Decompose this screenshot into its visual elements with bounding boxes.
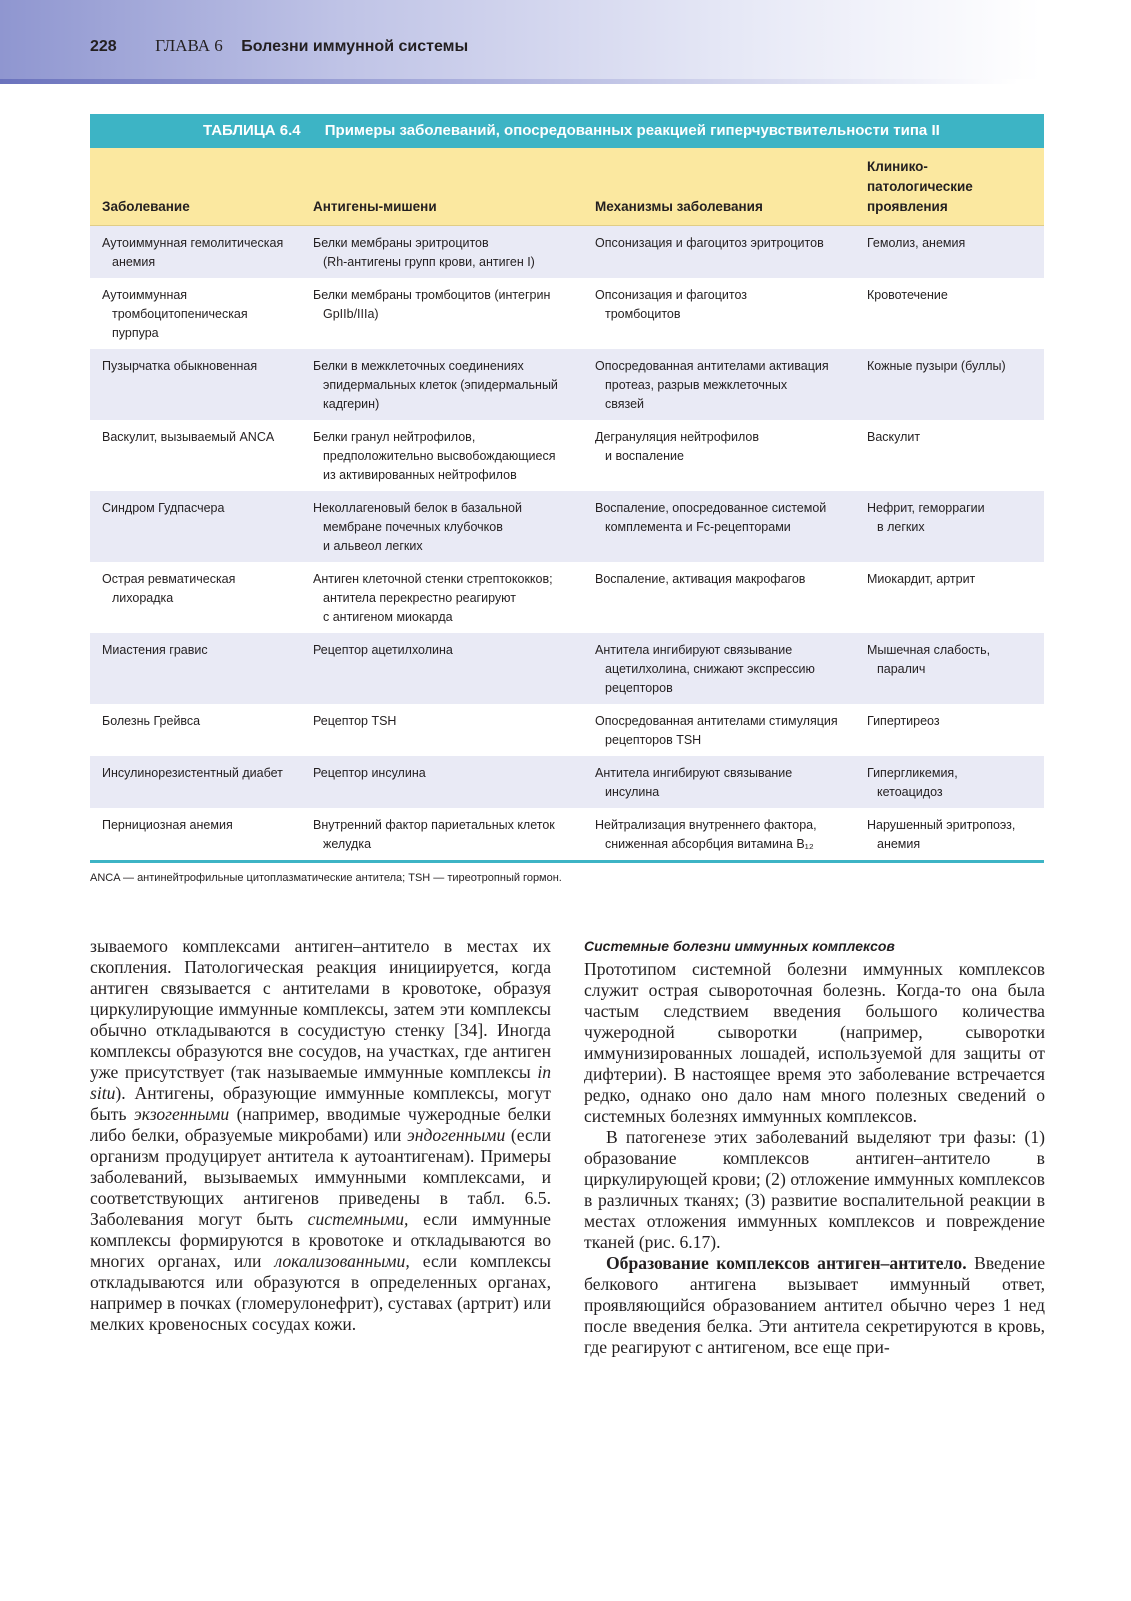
antigen-cell — [313, 570, 588, 627]
chapter-title: Болезни иммунной системы — [241, 38, 469, 55]
cell-line: Антитела ингибируют связывание — [595, 766, 793, 780]
mechanism-cell — [595, 428, 860, 466]
cell-line: Антиген клеточной стенки стрептококков; — [313, 572, 553, 586]
text-run: если комплексы откладываются или образуются в определенных органах, например в почках (гломерулонефрит), суставах (артрит) или мелких кровеносных сосудах кожи. — [90, 1251, 551, 1334]
cell-line: (Rh-антигены групп крови, антиген I) — [323, 255, 535, 269]
manifestation-cell — [867, 764, 1042, 802]
cell-line: Воспаление, опосредованное системой — [595, 501, 827, 515]
antigen-cell — [313, 641, 588, 660]
mechanism-cell — [595, 357, 860, 414]
cell-line: комплемента и Fc-рецепторами — [605, 520, 791, 534]
cell-line: с антигеном миокарда — [323, 610, 453, 624]
cell-line: тромбоцитов — [605, 307, 681, 321]
disease-cell — [102, 764, 302, 783]
chapter-label: ГЛАВА 6 — [155, 36, 223, 55]
cell-line: Гемолиз, анемия — [867, 236, 966, 250]
text-run: (например, вводимые чужеродные белки либо белки, образуемые микробами) или — [90, 1104, 551, 1145]
cell-line: предположительно высвобождающиеся — [323, 449, 556, 463]
cell-line: Миастения гравис — [102, 643, 208, 657]
header-manifestations-line: патологические — [867, 179, 973, 194]
cell-line: Болезнь Грейвса — [102, 714, 201, 728]
cell-line: желудка — [323, 837, 372, 851]
cell-line: Кровотечение — [867, 288, 948, 302]
left-paragraph — [90, 936, 551, 1335]
cell-line: Рецептор инсулина — [313, 766, 426, 780]
table-row — [90, 278, 1044, 349]
cell-line: Рецептор ацетилхолина — [313, 643, 453, 657]
disease-cell — [102, 816, 302, 835]
text-run: ). Антигены, образующие иммунные комплексы, могут быть — [90, 1083, 551, 1124]
disease-cell — [102, 570, 302, 608]
cell-line: тромбоцитопеническая — [112, 307, 248, 321]
table-row — [90, 633, 1044, 704]
text-run: (если организм продуцирует антитела к аутоантигенам). Примеры заболеваний, вызываемых иммунными комплексами, и соответствующих антигенов приведены в табл. 6.5. Заболевания могут быть — [90, 1125, 551, 1229]
cell-line: Васкулит, вызываемый ANCA — [102, 430, 275, 444]
cell-line: Гипергликемия, — [867, 766, 958, 780]
italic-run: in situ — [90, 1062, 551, 1103]
right-paragraph-2: В патогенезе этих заболеваний выделяют три фазы: (1) образование комплексов антиген–антитело в циркулирующей крови; (2) отложение иммунных комплексов в различных тканях; (3) развитие воспалительной реакции в местах отложения иммунных комплексов и повреждение тканей (рис. 6.17). — [584, 1127, 1045, 1252]
table-body — [90, 226, 1044, 860]
table-row — [90, 562, 1044, 633]
mechanism-cell — [595, 764, 860, 802]
cell-line: пурпура — [112, 326, 159, 340]
manifestation-cell — [867, 570, 1042, 589]
cell-line: протеаз, разрыв межклеточных — [605, 378, 788, 392]
cell-line: Синдром Гудпасчера — [102, 501, 225, 515]
antigen-cell — [313, 712, 588, 731]
cell-line: Опосредованная антителами активация — [595, 359, 829, 373]
cell-line: Опсонизация и фагоцитоз — [595, 288, 747, 302]
disease-cell — [102, 357, 302, 376]
text-run: зываемого комплексами антиген–антитело в местах их скопления. Патологическая реакция инициируется, когда антиген связывается с антителами в кровотоке, образуя циркулирующие иммунные комплексы, затем эти комплексы обычно откладываются в сосудистую стенку [34]. Иногда комплексы образуются вне сосудов, на участках, где антиген уже присутствует (так называемые иммунные комплексы — [90, 936, 551, 1082]
table-row — [90, 756, 1044, 808]
cell-line: Аутоиммунная гемолитическая — [102, 236, 284, 250]
table-row — [90, 491, 1044, 562]
table-label: ТАБЛИЦА 6.4 — [203, 122, 301, 139]
cell-line: ацетилхолина, снижают экспрессию — [605, 662, 815, 676]
manifestation-cell — [867, 816, 1042, 854]
cell-line: Острая ревматическая — [102, 572, 236, 586]
cell-line: рецепторов TSH — [605, 733, 702, 747]
italic-run: локализованными, — [274, 1251, 410, 1271]
cell-line: GpIIb/IIIa) — [323, 307, 379, 321]
antigen-cell — [313, 816, 588, 854]
antigen-cell — [313, 357, 588, 414]
disease-cell — [102, 234, 302, 272]
cell-line: Антитела ингибируют связывание — [595, 643, 793, 657]
text-run: если иммунные комплексы формируются в кровотоке и откладываются во многих органах, или — [90, 1209, 551, 1271]
manifestation-cell — [867, 712, 1042, 731]
cell-line: Васкулит — [867, 430, 921, 444]
header-mechanism: Механизмы заболевания — [595, 199, 763, 214]
right-column — [584, 936, 1045, 1358]
italic-run: эндогенными — [407, 1125, 506, 1145]
manifestation-cell — [867, 499, 1042, 537]
table-6-4 — [90, 114, 1044, 863]
table-row — [90, 226, 1044, 278]
header-disease: Заболевание — [102, 199, 190, 214]
header-manifestations-line: Клинико- — [867, 159, 928, 174]
antigen-cell — [313, 499, 588, 556]
antigen-cell — [313, 764, 588, 783]
manifestation-cell — [867, 641, 1042, 679]
cell-line: из активированных нейтрофилов — [323, 468, 517, 482]
mechanism-cell — [595, 570, 860, 589]
cell-line: Опсонизация и фагоцитоз эритроцитов — [595, 236, 824, 250]
cell-line: анемия — [112, 255, 156, 269]
cell-line: связей — [605, 397, 645, 411]
cell-line: сниженная абсорбция витамина B₁₂ — [605, 837, 814, 851]
cell-line: мембране почечных клубочков — [323, 520, 503, 534]
cell-line: Аутоиммунная — [102, 288, 188, 302]
section-heading: Системные болезни иммунных комплексов — [584, 938, 895, 954]
cell-line: Воспаление, активация макрофагов — [595, 572, 806, 586]
running-head — [90, 36, 468, 56]
table-bottom-rule — [90, 860, 1044, 863]
table-title-bar — [90, 114, 1044, 148]
mechanism-cell — [595, 712, 860, 750]
antigen-cell — [313, 234, 588, 272]
manifestation-cell — [867, 428, 1042, 447]
cell-line: Белки гранул нейтрофилов, — [313, 430, 476, 444]
cell-line: инсулина — [605, 785, 660, 799]
mechanism-cell — [595, 234, 860, 253]
disease-cell — [102, 428, 302, 447]
cell-line: в легких — [877, 520, 925, 534]
italic-run: экзогенными — [133, 1104, 230, 1124]
disease-cell — [102, 286, 302, 343]
cell-line: Рецептор TSH — [313, 714, 397, 728]
manifestation-cell — [867, 286, 1042, 305]
mechanism-cell — [595, 816, 860, 854]
text-run: Введение белкового антигена вызывает иммунный ответ, проявляющийся образованием антител обычно через 1 нед после введения белка. Эти антитела секретируются в кровь, где реагируют с антигеном, все еще при- — [584, 1253, 1045, 1357]
cell-line: Дегрануляция нейтрофилов — [595, 430, 759, 444]
right-paragraph-1: Прототипом системной болезни иммунных комплексов служит острая сывороточная болезнь. Когда-то она была частым следствием введения большого количества чужеродной сыворотки (например, сыворотки иммунизированных лошадей, используемой для защиты от дифтерии). В настоящее время это заболевание встречается редко, однако оно дало нам много полезных сведений о системных болезнях иммунных комплексов. — [584, 959, 1045, 1126]
cell-line: Нефрит, геморрагии — [867, 501, 985, 515]
cell-line: анемия — [877, 837, 921, 851]
cell-line: Опосредованная антителами стимуляция — [595, 714, 838, 728]
italic-run: системными, — [307, 1209, 409, 1229]
paragraph-run-in-heading: Образование комплексов антиген–антитело. — [606, 1253, 967, 1273]
cell-line: рецепторов — [605, 681, 673, 695]
table-row — [90, 808, 1044, 860]
table-header-row — [90, 148, 1044, 226]
cell-line: Кожные пузыри (буллы) — [867, 359, 1006, 373]
right-paragraph-3 — [584, 1253, 1045, 1358]
table-footnote: ANCA — антинейтрофильные цитоплазматические антитела; TSH — тиреотропный гормон. — [90, 872, 562, 884]
manifestation-cell — [867, 234, 1042, 253]
manifestation-cell — [867, 357, 1042, 376]
cell-line: Гипертиреоз — [867, 714, 940, 728]
table-row — [90, 420, 1044, 491]
cell-line: кадгерин) — [323, 397, 380, 411]
header-antigen: Антигены-мишени — [313, 199, 437, 214]
cell-line: Мышечная слабость, — [867, 643, 991, 657]
disease-cell — [102, 641, 302, 660]
cell-line: паралич — [877, 662, 926, 676]
cell-line: и альвеол легких — [323, 539, 423, 553]
header-manifestations-line: проявления — [867, 199, 948, 214]
cell-line: Миокардит, артрит — [867, 572, 976, 586]
cell-line: эпидермальных клеток (эпидермальный — [323, 378, 558, 392]
cell-line: антитела перекрестно реагируют — [323, 591, 516, 605]
cell-line: и воспаление — [605, 449, 684, 463]
mechanism-cell — [595, 641, 860, 698]
antigen-cell — [313, 286, 588, 324]
cell-line: кетоацидоз — [877, 785, 943, 799]
antigen-cell — [313, 428, 588, 485]
cell-line: Белки в межклеточных соединениях — [313, 359, 524, 373]
cell-line: Внутренний фактор париетальных клеток — [313, 818, 555, 832]
cell-line: лихорадка — [112, 591, 174, 605]
mechanism-cell — [595, 286, 860, 324]
cell-line: Нейтрализация внутреннего фактора, — [595, 818, 817, 832]
cell-line: Белки мембраны тромбоцитов (интегрин — [313, 288, 551, 302]
page-number: 228 — [90, 38, 117, 55]
cell-line: Пернициозная анемия — [102, 818, 233, 832]
cell-line: Пузырчатка обыкновенная — [102, 359, 258, 373]
disease-cell — [102, 499, 302, 518]
header-manifestations — [867, 157, 1007, 217]
left-column — [90, 936, 551, 1335]
table-row — [90, 349, 1044, 420]
cell-line: Инсулинорезистентный диабет — [102, 766, 283, 780]
cell-line: Белки мембраны эритроцитов — [313, 236, 489, 250]
table-row — [90, 704, 1044, 756]
cell-line: Неколлагеновый белок в базальной — [313, 501, 522, 515]
table-title: Примеры заболеваний, опосредованных реакцией гиперчувствительности типа II — [324, 122, 940, 139]
mechanism-cell — [595, 499, 860, 537]
disease-cell — [102, 712, 302, 731]
cell-line: Нарушенный эритропоэз, — [867, 818, 1016, 832]
